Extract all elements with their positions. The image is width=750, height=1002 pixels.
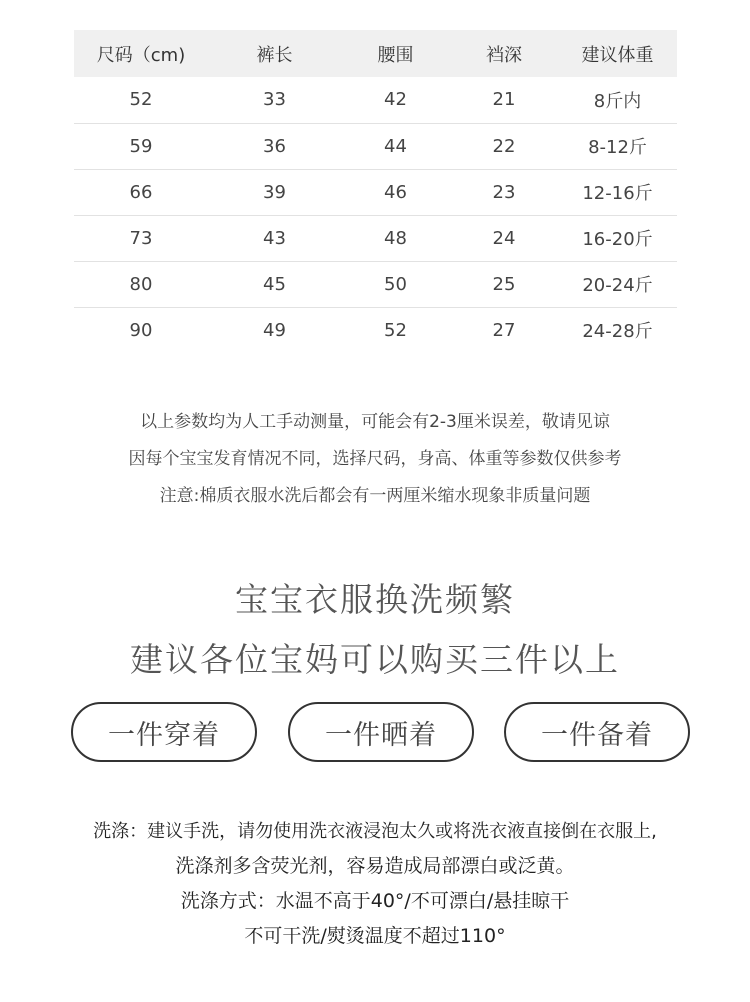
table-cell: 8斤内 — [558, 77, 677, 123]
table-cell: 24 — [450, 215, 558, 261]
note-line: 注意:棉质衣服水洗后都会有一两厘米缩水现象非质量问题 — [159, 486, 591, 506]
header-waist: 腰围 — [341, 30, 450, 77]
table-row — [74, 215, 677, 261]
table-cell: 50 — [341, 261, 450, 307]
header-crotch-depth: 裆深 — [450, 30, 558, 77]
care-line: 不可干洗/熨烫温度不超过110° — [244, 925, 506, 947]
table-cell: 43 — [208, 215, 341, 261]
washing-instructions — [0, 814, 750, 954]
table-cell: 36 — [208, 123, 341, 169]
table-cell: 66 — [74, 169, 208, 215]
table-row — [74, 123, 677, 169]
table-cell: 73 — [74, 215, 208, 261]
table-cell: 24-28斤 — [582, 321, 653, 343]
table-row — [74, 169, 677, 215]
headline-line-2: 建议各位宝妈可以购买三件以上 — [130, 640, 620, 679]
table-cell: 49 — [263, 319, 286, 341]
table-cell: 44 — [341, 123, 450, 169]
table-row — [74, 261, 677, 307]
header-size: 尺码（cm) — [74, 30, 208, 77]
table-cell: 16-20斤 — [558, 215, 677, 261]
table-row — [74, 307, 677, 353]
table-cell: 80 — [74, 261, 208, 307]
care-line: 洗涤方式：水温不高于40°/不可漂白/悬挂晾干 — [180, 890, 570, 912]
pill-wearing: 一件穿着 — [71, 702, 257, 762]
table-cell: 48 — [341, 215, 450, 261]
table-cell: 22 — [450, 123, 558, 169]
table-cell: 45 — [208, 261, 341, 307]
care-line: 洗涤剂多含荧光剂，容易造成局部漂白或泛黄。 — [175, 855, 575, 877]
table-cell: 52 — [74, 77, 208, 123]
note-line: 因每个宝宝发育情况不同，选择尺码，身高、体重等参数仅供参考 — [128, 449, 622, 469]
size-table-header-row — [74, 30, 677, 77]
table-cell: 46 — [341, 169, 450, 215]
headline-line-1: 宝宝衣服换洗频繁 — [235, 580, 515, 619]
table-cell: 90 — [129, 319, 153, 341]
care-line: 洗涤：建议手洗，请勿使用洗衣液浸泡太久或将洗衣液直接倒在衣服上, — [93, 821, 657, 842]
table-cell: 12-16斤 — [558, 169, 677, 215]
table-cell: 39 — [208, 169, 341, 215]
table-cell: 27 — [492, 319, 516, 341]
table-cell: 23 — [450, 169, 558, 215]
table-cell: 59 — [74, 123, 208, 169]
measurement-notes — [0, 404, 750, 515]
note-line: 以上参数均为人工手动测量，可能会有2-3厘米误差，敬请见谅 — [140, 412, 610, 432]
header-weight: 建议体重 — [558, 30, 677, 77]
table-row — [74, 77, 677, 123]
header-pants-length: 裤长 — [208, 30, 341, 77]
pill-drying: 一件晒着 — [288, 702, 474, 762]
table-cell: 20-24斤 — [558, 261, 677, 307]
table-cell: 33 — [208, 77, 341, 123]
pill-spare: 一件备着 — [504, 702, 690, 762]
table-cell: 52 — [384, 319, 407, 341]
size-table — [74, 30, 677, 353]
table-cell: 42 — [341, 77, 450, 123]
table-cell: 25 — [450, 261, 558, 307]
table-cell: 21 — [450, 77, 558, 123]
table-cell: 8-12斤 — [558, 123, 677, 169]
